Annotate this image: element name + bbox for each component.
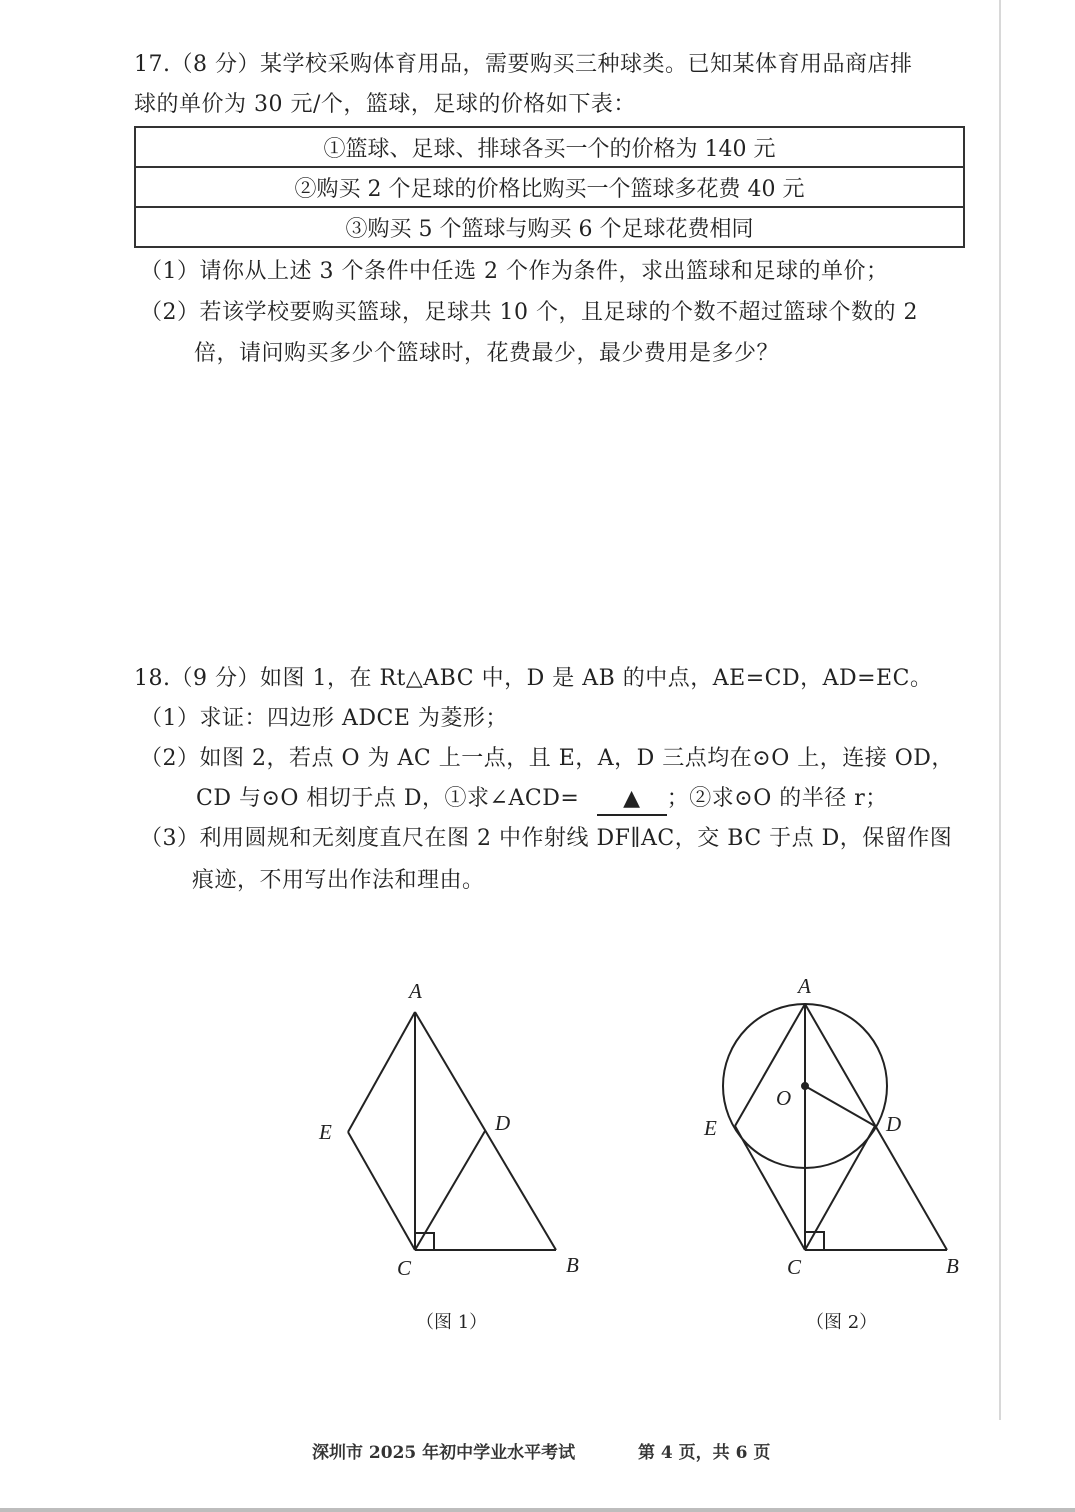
q18-stem: 18.（9 分）如图 1，在 Rt△ABC 中，D 是 AB 的中点，AE=CD，AD=EC。 xyxy=(134,666,933,691)
fig2-label-A: A xyxy=(798,974,811,998)
fig2-label-O: O xyxy=(776,1086,792,1110)
segment-EC xyxy=(735,1126,805,1250)
q18-part2-text-b: ；②求⊙O 的半径 r； xyxy=(666,786,888,811)
figure1-caption: （图 1） xyxy=(416,1312,488,1333)
condition-1: ①篮球、足球、排球各买一个的价格为 140 元 xyxy=(135,127,964,167)
q17-part2-line1: （2）若该学校要购买篮球，足球共 10 个，且足球的个数不超过篮球个数的 2 xyxy=(140,300,918,325)
fig2-label-C: C xyxy=(787,1255,802,1279)
footer-page-number: 第 4 页，共 6 页 xyxy=(638,1443,771,1463)
fig1-label-E: E xyxy=(319,1120,332,1144)
fig1-label-B: B xyxy=(566,1253,579,1277)
segment-AE xyxy=(735,1004,805,1126)
fig2-label-D: D xyxy=(886,1112,902,1136)
q18-part2-line1: （2）如图 2，若点 O 为 AC 上一点，且 E，A，D 三点均在⊙O 上，连接 OD， xyxy=(140,746,954,771)
figure-2 xyxy=(723,1004,947,1250)
q18-part3-line1: （3）利用圆规和无刻度直尺在图 2 中作射线 DF∥AC，交 BC 于点 D，保留作图 xyxy=(140,826,953,851)
condition-2: ②购买 2 个足球的价格比购买一个篮球多花费 40 元 xyxy=(135,167,964,207)
fig2-label-B: B xyxy=(946,1254,959,1278)
answer-blank: ▲ xyxy=(597,784,667,816)
footer-exam-name: 深圳市 2025 年初中学业水平考试 xyxy=(312,1443,576,1463)
q18-part1: （1）求证：四边形 ADCE 为菱形； xyxy=(140,706,508,731)
figure2-caption: （图 2） xyxy=(806,1312,878,1333)
q18-part3-line2: 痕迹，不用写出作法和理由。 xyxy=(192,868,485,893)
q17-part1: （1）请你从上述 3 个条件中任选 2 个作为条件，求出篮球和足球的单价； xyxy=(140,259,889,284)
figure-1 xyxy=(348,1012,556,1250)
q17-stem-line2: 球的单价为 30 元/个，篮球，足球的价格如下表： xyxy=(134,92,636,117)
condition-3: ③购买 5 个篮球与购买 6 个足球花费相同 xyxy=(135,207,964,247)
q17-stem-line1: 17.（8 分）某学校采购体育用品，需要购买三种球类。已知某体育用品商店排 xyxy=(134,52,913,77)
segment-AE xyxy=(348,1012,415,1132)
segment-EC xyxy=(348,1132,415,1250)
fig1-label-A: A xyxy=(409,979,422,1003)
fig1-label-C: C xyxy=(397,1256,412,1280)
q18-part2-text-a: CD 与⊙O 相切于点 D，①求∠ACD= xyxy=(196,786,580,811)
fig2-label-E: E xyxy=(704,1116,717,1140)
fig1-label-D: D xyxy=(495,1111,511,1135)
q17-part2-line2: 倍，请问购买多少个篮球时，花费最少，最少费用是多少？ xyxy=(194,341,780,366)
center-point-O xyxy=(802,1083,808,1089)
